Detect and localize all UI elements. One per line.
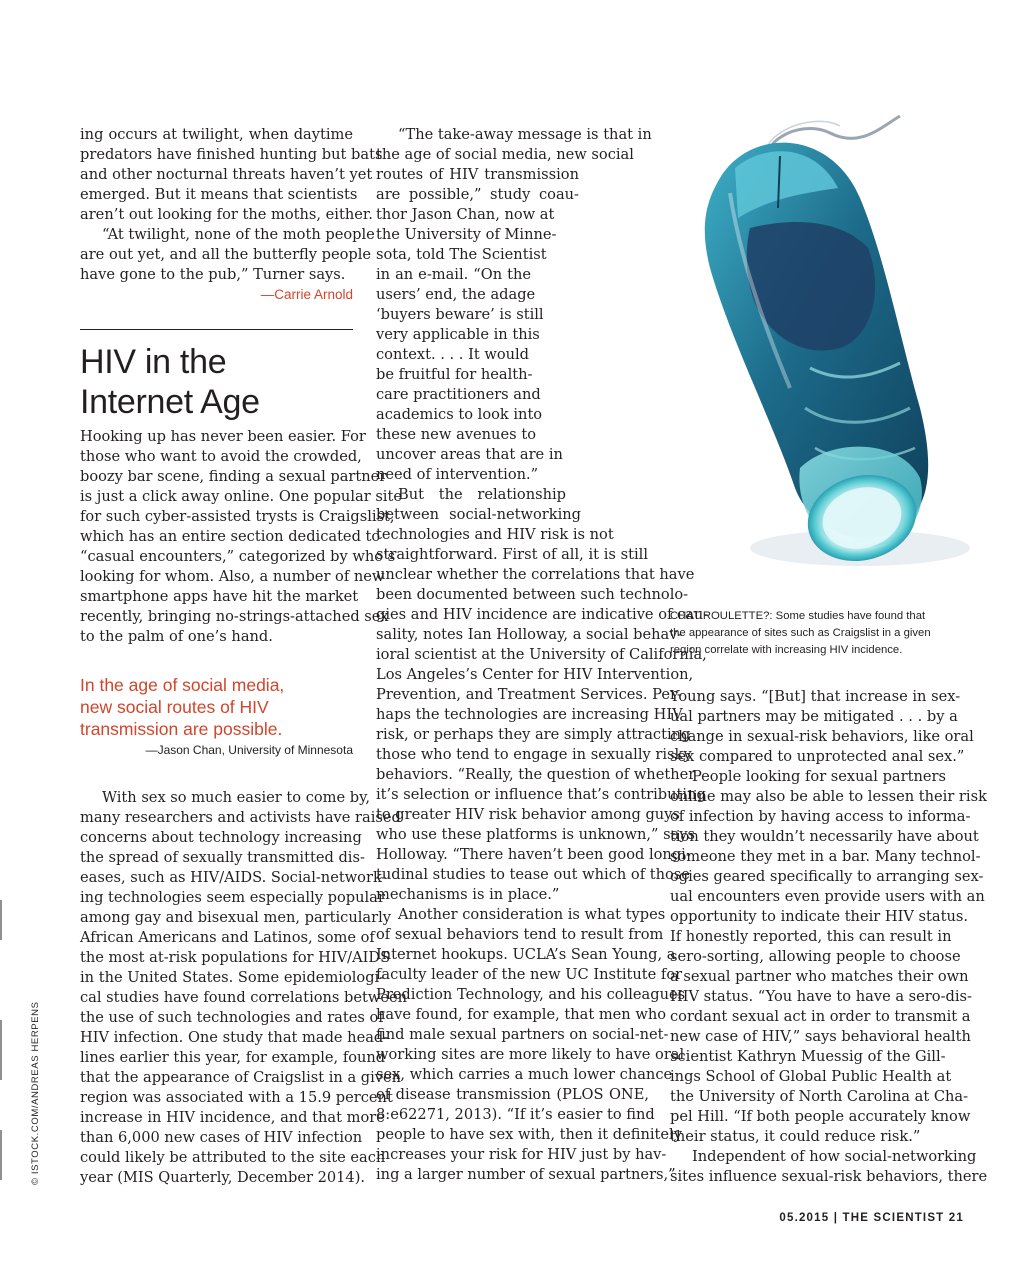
text-line: unclear whether the correlations that have bbox=[376, 566, 695, 583]
text-line: Independent of how social-networking bbox=[692, 1148, 977, 1165]
section-divider bbox=[80, 329, 353, 330]
text-line: cordant sexual act in order to transmit a bbox=[670, 1008, 971, 1025]
pull-quote-line: transmission are possible. bbox=[80, 719, 283, 739]
text-line: sality, notes Ian Holloway, a social behav- bbox=[376, 626, 683, 643]
turner-quote-paragraph bbox=[80, 225, 375, 245]
text-line: region was associated with a 15.9 percent bbox=[80, 1089, 393, 1106]
text-line: sero-sorting, allowing people to choose bbox=[670, 948, 961, 965]
byline: —Carrie Arnold bbox=[260, 287, 353, 302]
text-line: find male sexual partners on social-net- bbox=[376, 1026, 669, 1043]
text-line: HIV status. “You have to have a sero-dis- bbox=[670, 988, 972, 1005]
col1-top-paragraph bbox=[80, 125, 383, 225]
text-line: year (MIS Quarterly, December 2014). bbox=[80, 1169, 366, 1186]
text-line: looking for whom. Also, a number of new bbox=[80, 568, 385, 585]
text-line: ogies geared specifically to arranging sex- bbox=[670, 868, 984, 885]
text-line: that the appearance of Craigslist in a given bbox=[80, 1069, 402, 1086]
text-line: a sexual partner who matches their own bbox=[670, 968, 969, 985]
text-line: But the relationship bbox=[398, 486, 566, 503]
text-line: of sexual behaviors tend to result from bbox=[376, 926, 664, 943]
text-line: Prediction Technology, and his colleagues bbox=[376, 986, 686, 1003]
text-line: between social-networking bbox=[376, 506, 581, 523]
col1-body-paragraph bbox=[80, 788, 408, 1188]
text-line: Prevention, and Treatment Services. Per- bbox=[376, 686, 682, 703]
headline-line: HIV in the bbox=[80, 343, 227, 381]
text-line: among gay and bisexual men, particularly bbox=[80, 909, 392, 926]
text-line: ual encounters even provide users with an bbox=[670, 888, 985, 905]
text-line: context. . . . It would bbox=[376, 346, 530, 363]
column-three bbox=[670, 687, 988, 1187]
text-line: are out yet, and all the butterfly people bbox=[80, 246, 372, 263]
headline-line: Internet Age bbox=[80, 383, 260, 421]
text-line: Another consideration is what types bbox=[398, 906, 666, 923]
text-line: increase in HIV incidence, and that more bbox=[80, 1109, 385, 1126]
text-line: thor Jason Chan, now at bbox=[376, 206, 555, 223]
text-line: be fruitful for health- bbox=[376, 366, 533, 383]
text-line: new case of HIV,” says behavioral health bbox=[670, 1028, 971, 1045]
text-line: in an e-mail. “On the bbox=[376, 266, 531, 283]
text-line: tion they wouldn’t necessarily have about bbox=[670, 828, 979, 845]
pull-quote bbox=[80, 674, 353, 760]
text-line: their status, it could reduce risk.” bbox=[670, 1128, 921, 1145]
text-line: pel Hill. “If both people accurately know bbox=[670, 1108, 971, 1125]
text-line: those who tend to engage in sexually risky bbox=[376, 746, 692, 763]
pull-quote-line: In the age of social media, bbox=[80, 675, 285, 695]
text-line: someone they met in a bar. Many technol- bbox=[670, 848, 981, 865]
text-line: in the United States. Some epidemiologi- bbox=[80, 969, 385, 986]
text-line: and other nocturnal threats haven’t yet bbox=[80, 166, 373, 183]
text-line: mechanisms is in place.” bbox=[376, 886, 560, 903]
text-line: eases, such as HIV/AIDS. Social-network- bbox=[80, 869, 387, 886]
text-line: care practitioners and bbox=[376, 386, 541, 403]
text-line: behaviors. “Really, the question of whether bbox=[376, 766, 696, 783]
text-line: routes of HIV transmission bbox=[376, 166, 579, 183]
caption-line: region correlate with increasing HIV incidence. bbox=[670, 644, 903, 656]
text-line: recently, bringing no-strings-attached sex bbox=[80, 608, 389, 625]
text-line: working sites are more likely to have oral bbox=[376, 1046, 685, 1063]
text-line: haps the technologies are increasing HIV bbox=[376, 706, 683, 723]
column-one bbox=[80, 125, 383, 305]
text-line: straightforward. First of all, it is still bbox=[376, 546, 648, 563]
text-line: than 6,000 new cases of HIV infection bbox=[80, 1129, 363, 1146]
text-line: of disease transmission (PLOS ONE, bbox=[376, 1086, 649, 1103]
text-line: Internet hookups. UCLA’s Sean Young, a bbox=[376, 946, 676, 963]
text-line: lines earlier this year, for example, found bbox=[80, 1049, 386, 1066]
text-line: have found, for example, that men who bbox=[376, 1006, 667, 1023]
text-line: it’s selection or influence that’s contributing bbox=[376, 786, 706, 803]
text-line: “casual encounters,” categorized by who’s bbox=[80, 548, 396, 565]
text-line: to the palm of one’s hand. bbox=[80, 628, 273, 645]
text-line: If honestly reported, this can result in bbox=[670, 928, 952, 945]
text-line: academics to look into bbox=[376, 406, 543, 423]
text-line: have gone to the pub,” Turner says. bbox=[80, 266, 346, 283]
photo-credit: © ISTOCK.COM/ANDREAS HERPENS bbox=[30, 1001, 41, 1185]
caption-line: the appearance of sites such as Craigslist in a given bbox=[670, 627, 931, 639]
text-line: the most at-risk populations for HIV/AIDS bbox=[80, 949, 391, 966]
text-line: scientist Kathryn Muessig of the Gill- bbox=[670, 1048, 946, 1065]
text-line: of infection by having access to informa- bbox=[670, 808, 971, 825]
text-line: ing occurs at twilight, when daytime bbox=[80, 126, 353, 143]
pull-quote-attribution: —Jason Chan, University of Minnesota bbox=[145, 743, 353, 757]
intro-paragraph bbox=[80, 427, 402, 647]
text-line: 8:e62271, 2013). “If it’s easier to find bbox=[376, 1106, 655, 1123]
text-line: the age of social media, new social bbox=[376, 146, 634, 163]
text-line: emerged. But it means that scientists bbox=[80, 186, 358, 203]
text-line: many researchers and activists have raised bbox=[80, 809, 401, 826]
text-line: people to have sex with, then it definitely bbox=[376, 1126, 682, 1143]
text-line: online may also be able to lessen their risk bbox=[670, 788, 987, 805]
text-line: sota, told The Scientist bbox=[376, 246, 547, 263]
text-line: been documented between such technolo- bbox=[376, 586, 689, 603]
text-line: the University of North Carolina at Cha- bbox=[670, 1088, 969, 1105]
text-line: With sex so much easier to come by, bbox=[102, 789, 371, 806]
text-line: uncover areas that are in bbox=[376, 446, 563, 463]
text-line: tudinal studies to tease out which of those bbox=[376, 866, 690, 883]
text-line: sex compared to unprotected anal sex.” bbox=[670, 748, 965, 765]
text-line: Hooking up has never been easier. For bbox=[80, 428, 366, 445]
text-line: increases your risk for HIV just by hav- bbox=[376, 1146, 667, 1163]
page-edge-marks bbox=[0, 900, 4, 1200]
text-line: to greater HIV risk behavior among guys bbox=[376, 806, 680, 823]
text-line: predators have finished hunting but bats bbox=[80, 146, 383, 163]
text-line: Young says. “[But] that increase in sex- bbox=[670, 688, 961, 705]
text-line: very applicable in this bbox=[376, 326, 540, 343]
text-line: the spread of sexually transmitted dis- bbox=[80, 849, 365, 866]
text-line: gies and HIV incidence are indicative of cau- bbox=[376, 606, 709, 623]
text-line: the use of such technologies and rates of bbox=[80, 1009, 384, 1026]
text-line: HIV infection. One study that made head- bbox=[80, 1029, 389, 1046]
text-line: ing a larger number of sexual partners,” bbox=[376, 1166, 676, 1183]
text-line: sites influence sexual-risk behaviors, there bbox=[670, 1168, 988, 1185]
text-line: change in sexual-risk behaviors, like oral bbox=[670, 728, 974, 745]
text-line: which has an entire section dedicated to bbox=[80, 528, 381, 545]
text-line: who use these platforms is unknown,” says bbox=[376, 826, 696, 843]
text-line: risk, or perhaps they are simply attracting bbox=[376, 726, 691, 743]
text-line: are possible,” study coau- bbox=[376, 186, 579, 203]
text-line: sex, which carries a much lower chance bbox=[376, 1066, 673, 1083]
text-line: Holloway. “There haven’t been good longi- bbox=[376, 846, 691, 863]
text-line: ing technologies seem especially popular bbox=[80, 889, 385, 906]
text-line: cal studies have found correlations between bbox=[80, 989, 408, 1006]
mouse-in-condom-photo bbox=[600, 108, 1000, 588]
text-line: ioral scientist at the University of California, bbox=[376, 646, 707, 663]
section-headline bbox=[80, 342, 360, 422]
text-line: “The take-away message is that in bbox=[398, 126, 652, 143]
column-two bbox=[376, 125, 709, 1185]
text-line: could likely be attributed to the site each bbox=[80, 1149, 386, 1166]
text-line: is just a click away online. One popular site bbox=[80, 488, 402, 505]
text-line: ‘buyers beware’ is still bbox=[376, 306, 544, 323]
text-line: those who want to avoid the crowded, bbox=[80, 448, 362, 465]
text-line: faculty leader of the new UC Institute for bbox=[376, 966, 683, 983]
text-line: boozy bar scene, finding a sexual partner bbox=[80, 468, 387, 485]
text-line: ual partners may be mitigated . . . by a bbox=[670, 708, 958, 725]
text-line: Los Angeles’s Center for HIV Intervention, bbox=[376, 666, 694, 683]
text-line: “At twilight, none of the moth people bbox=[102, 226, 375, 243]
text-line: People looking for sexual partners bbox=[692, 768, 946, 785]
text-line: smartphone apps have hit the market bbox=[80, 588, 359, 605]
text-line: African Americans and Latinos, some of bbox=[80, 929, 375, 946]
text-line: technologies and HIV risk is not bbox=[376, 526, 614, 543]
text-line: need of intervention.” bbox=[376, 466, 539, 483]
text-line: the University of Minne- bbox=[376, 226, 557, 243]
pull-quote-line: new social routes of HIV bbox=[80, 697, 269, 717]
text-line: concerns about technology increasing bbox=[80, 829, 362, 846]
text-line: aren’t out looking for the moths, either. bbox=[80, 206, 373, 223]
caption-line: CHAT ROULETTE?: Some studies have found that bbox=[670, 610, 926, 622]
text-line: opportunity to indicate their HIV status. bbox=[670, 908, 968, 925]
photo-caption bbox=[670, 608, 960, 659]
text-line: for such cyber-assisted trysts is Craigslist, bbox=[80, 508, 395, 525]
text-line: these new avenues to bbox=[376, 426, 536, 443]
text-line: users’ end, the adage bbox=[376, 286, 536, 303]
page-folio: 05.2015 | THE SCIENTIST 21 bbox=[779, 1212, 964, 1224]
text-line: ings School of Global Public Health at bbox=[670, 1068, 952, 1085]
